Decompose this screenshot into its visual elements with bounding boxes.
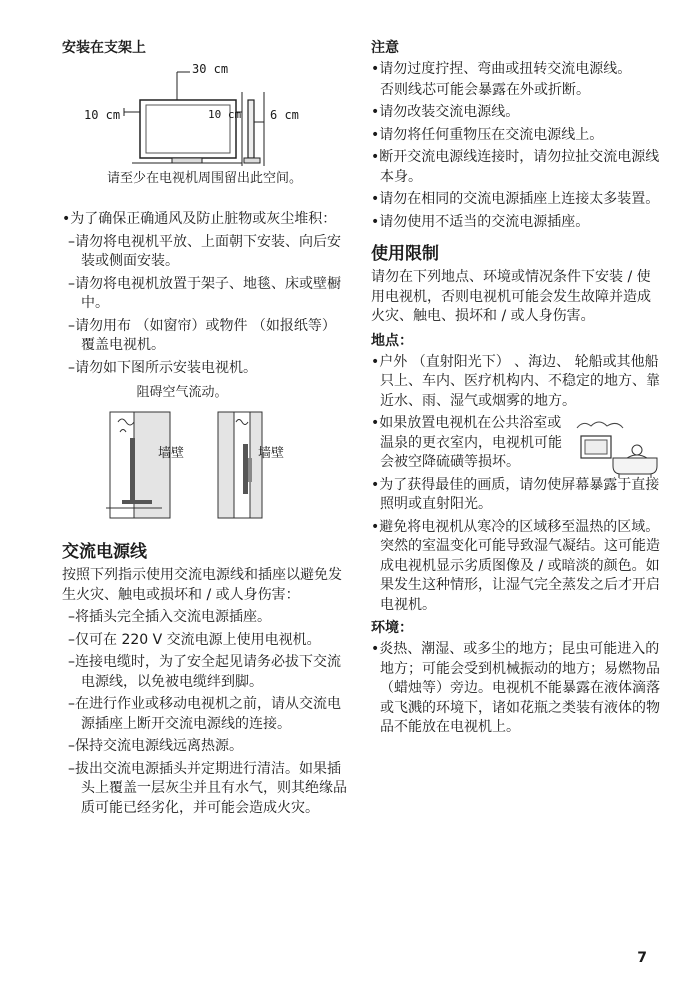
note-item: •请勿过度拧捏、弯曲或扭转交流电源线。 [371,61,632,77]
ac-item: –将插头完全插入交流电源插座。 [68,609,271,625]
bath-icon [569,418,661,480]
location-item: •为了获得最佳的画质，请勿使屏幕暴露于直接照明或直射阳光。 [371,476,660,512]
location-item: •避免将电视机从寒冷的区域移至温热的区域。突然的室温变化可能导致湿气凝结。这可能造成电视机显示劣质图像及 / 或暗淡的颜色。如果发生这种情形，让湿气完全蒸发之后才开启电视机。 [371,518,660,613]
left-column [62,38,347,821]
vent-item: –请勿用布 （如窗帘）或物件 （如报纸等）覆盖电视机。 [68,317,336,353]
right-column [371,38,661,741]
wall-label-2: 墙壁 [258,446,285,461]
airflow-caption: 阻碍空气流动。 [136,385,228,400]
location-item: •如果放置电视机在公共浴室或温泉的更衣室内，电视机可能会被空降硫磺等损坏。 [371,415,562,470]
page-number: 7 [637,950,647,966]
usage-title: 使用限制 [371,244,439,264]
ac-item: –保持交流电源线远离热源。 [68,738,243,754]
usage-intro: 请勿在下列地点、环境或情况条件下安装 / 使用电视机，否则电视机可能会发生故障并造成火灾、触电、损坏和 / 或人身伤害。 [371,269,651,324]
ac-item: –拔出交流电源插头并定期进行清洁。如果插头上覆盖一层灰尘并且有水气，则其绝缘品质可能已经劣化，并可能会造成火灾。 [68,760,347,816]
note-item: •请勿使用不适当的交流电源插座。 [371,213,590,230]
wall-label-1: 墙壁 [158,446,185,461]
vent-item: –请勿将电视机放置于架子、地毯、床或壁橱中。 [68,275,341,311]
location-title: 地点： [371,332,413,349]
airflow-diagram [62,384,347,524]
airflow-illustration [62,404,347,524]
clearance-caption: 请至少在电视机周围留出此空间。 [106,171,302,186]
bath-block [371,414,661,473]
env-title: 环境： [371,620,413,636]
dim-left-label: 10 cm [84,108,121,122]
ac-item: –在进行作业或移动电视机之前，请从交流电源插座上断开交流电源线的连接。 [68,696,341,732]
ac-title: 交流电源线 [62,542,147,562]
note-item: •请勿将任何重物压在交流电源线上。 [371,126,604,143]
note-title: 注意 [371,40,399,56]
location-item: •户外 （直射阳光下） 、海边、 轮船或其他船只上、车内、医疗机构内、不稳定的地方、靠近水、雨、湿气或烟雾的地方。 [371,353,660,409]
dim-right-label: 6 cm [270,108,299,122]
note-sub: 否则线芯可能会暴露在外或折断。 [380,81,590,98]
note-item: •请勿改装交流电源线。 [371,104,520,120]
vent-item: –请勿将电视机平放、上面朝下安装、向后安装或侧面安装。 [68,233,341,269]
vent-intro: •为了确保正确通风及防止脏物或灰尘堆积： [62,211,337,227]
note-item: •请勿在相同的交流电源插座上连接太多装置。 [371,191,660,207]
ac-item: –仅可在 220 V 交流电源上使用电视机。 [68,631,321,648]
clearance-diagram [62,62,347,190]
note-item: •断开交流电源线连接时，请勿拉扯交流电源线本身。 [371,149,660,185]
ac-intro: 按照下列指示使用交流电源线和插座以避免发生火灾、触电或损坏和 / 或人身伤害： [62,567,342,603]
dim-mid-label: 10 cm [208,108,242,121]
dim-top-label: 30 cm [192,62,229,76]
vent-item: –请勿如下图所示安装电视机。 [68,359,257,376]
env-item: •炎热、潮湿、或多尘的地方；昆虫可能进入的地方；可能会受到机械振动的地方；易燃物品 （蜡烛等）旁边。电视机不能暴露在液体滴落或飞溅的环境下，诸如花瓶之类装有液体的物品不能放在电视机上。 [371,641,660,735]
install-title: 安装在支架上 [62,40,146,56]
ac-item: –连接电缆时，为了安全起见请务必拔下交流电源线，以免被电缆绊到脚。 [68,654,341,690]
